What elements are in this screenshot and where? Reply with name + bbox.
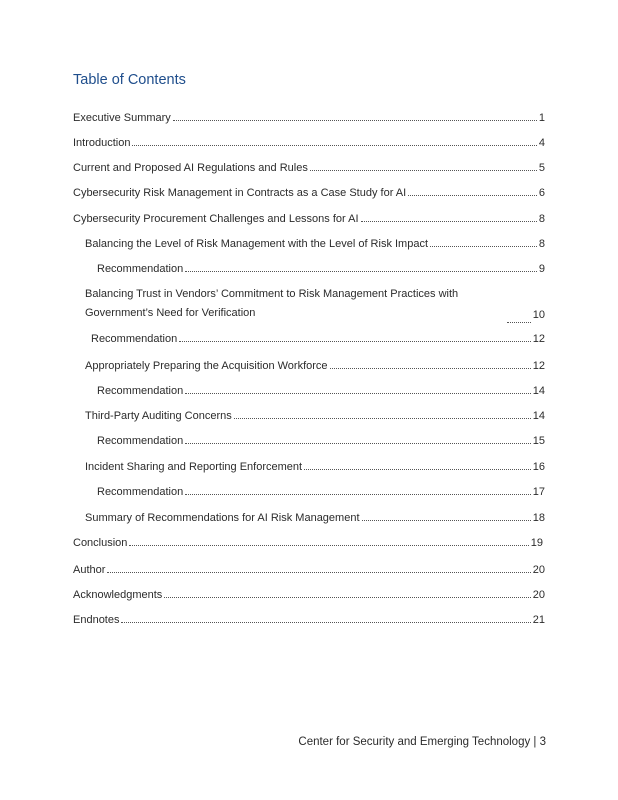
toc-page-number: 12 — [532, 333, 545, 345]
toc-page-number: 17 — [532, 486, 545, 498]
page-footer: Center for Security and Emerging Technology | 3 — [298, 736, 546, 748]
toc-entry-label: Recommendation — [97, 263, 184, 275]
dot-leader — [430, 237, 537, 247]
toc-page-number: 18 — [532, 512, 545, 524]
toc-entry-label: Endnotes — [73, 614, 120, 626]
toc-entry-label: Conclusion — [73, 537, 128, 549]
toc-page-number: 21 — [532, 614, 545, 626]
toc-page-number: 16 — [532, 461, 545, 473]
toc-entry-label: Recommendation — [97, 385, 184, 397]
dot-leader — [185, 434, 531, 444]
toc-entry-label: Recommendation — [91, 333, 178, 345]
toc-entry-acquisition-workforce[interactable] — [85, 358, 545, 374]
toc-page-number: 19 — [530, 537, 543, 549]
toc-page-number: 9 — [538, 263, 545, 275]
toc-entry-acknowledgments[interactable] — [73, 587, 545, 603]
toc-entry-balancing-risk[interactable] — [85, 236, 545, 252]
toc-entry-incident-sharing[interactable] — [85, 459, 545, 475]
toc-page-number: 10 — [532, 309, 545, 321]
toc-entry-label: Introduction — [73, 137, 131, 149]
toc-page-number: 20 — [532, 589, 545, 601]
toc-page-number: 14 — [532, 410, 545, 422]
toc-entry-label: Incident Sharing and Reporting Enforcement — [85, 461, 303, 473]
toc-entry-label: Balancing the Level of Risk Management with the Level of Risk Impact — [85, 238, 429, 250]
toc-entry-case-study[interactable] — [73, 185, 545, 201]
toc-entry-regulations[interactable] — [73, 160, 545, 176]
toc-entry-conclusion[interactable] — [73, 535, 543, 551]
toc-entry-executive-summary[interactable] — [73, 110, 545, 126]
toc-entry-recommendation[interactable] — [97, 433, 545, 449]
toc-entry-label: Current and Proposed AI Regulations and Rules — [73, 162, 308, 174]
toc-entry-label: Cybersecurity Procurement Challenges and Lessons for AI — [73, 213, 359, 225]
toc-entry-author[interactable] — [73, 562, 545, 578]
dot-leader — [107, 563, 530, 573]
toc-page-number: 8 — [538, 238, 545, 250]
dot-leader — [173, 111, 537, 121]
toc-page-number: 4 — [538, 137, 545, 149]
dot-leader — [507, 313, 531, 323]
toc-entry-recommendation[interactable] — [97, 383, 545, 399]
toc-page-number: 20 — [532, 564, 545, 576]
toc-entry-summary-recommendations[interactable] — [85, 510, 545, 526]
toc-entry-balancing-trust[interactable] — [85, 285, 545, 323]
toc-entry-label: Summary of Recommendations for AI Risk Management — [85, 512, 360, 524]
toc-page-number: 1 — [538, 112, 545, 124]
toc-page-number: 6 — [538, 187, 545, 199]
toc-entry-label: Executive Summary — [73, 112, 171, 124]
page-title: Table of Contents — [73, 72, 186, 88]
dot-leader — [362, 511, 531, 521]
toc-page-number: 5 — [538, 162, 545, 174]
toc-entry-third-party-auditing[interactable] — [85, 408, 545, 424]
dot-leader — [361, 212, 537, 222]
dot-leader — [121, 613, 530, 623]
toc-entry-label: Recommendation — [97, 486, 184, 498]
toc-entry-procurement-challenges[interactable] — [73, 211, 545, 227]
dot-leader — [304, 460, 531, 470]
toc-entry-label: Balancing Trust in Vendors’ Commitment to Risk Management Practices with Government’s Need for Verification — [85, 288, 459, 319]
dot-leader — [185, 262, 537, 272]
toc-entry-label: Cybersecurity Risk Management in Contracts as a Case Study for AI — [73, 187, 407, 199]
dot-leader — [185, 384, 531, 394]
toc-entry-recommendation[interactable] — [97, 261, 545, 277]
dot-leader — [179, 332, 531, 342]
dot-leader — [310, 161, 537, 171]
toc-entry-recommendation[interactable] — [97, 484, 545, 500]
dot-leader — [132, 136, 536, 146]
toc-entry-label: Author — [73, 564, 106, 576]
dot-leader — [129, 536, 528, 546]
dot-leader — [164, 588, 530, 598]
toc-entry-endnotes[interactable] — [73, 612, 545, 628]
toc-entry-label: Recommendation — [97, 435, 184, 447]
dot-leader — [408, 186, 537, 196]
toc-page-number: 14 — [532, 385, 545, 397]
dot-leader — [185, 485, 531, 495]
toc-entry-introduction[interactable] — [73, 135, 545, 151]
toc-entry-recommendation[interactable] — [91, 331, 545, 347]
toc-entry-label: Acknowledgments — [73, 589, 163, 601]
dot-leader — [330, 359, 531, 369]
dot-leader — [234, 409, 531, 419]
toc-page-number: 15 — [532, 435, 545, 447]
toc-entry-label: Appropriately Preparing the Acquisition Workforce — [85, 360, 328, 372]
toc-page-number: 12 — [532, 360, 545, 372]
toc-entry-label: Third-Party Auditing Concerns — [85, 410, 232, 422]
toc-page-number: 8 — [538, 213, 545, 225]
